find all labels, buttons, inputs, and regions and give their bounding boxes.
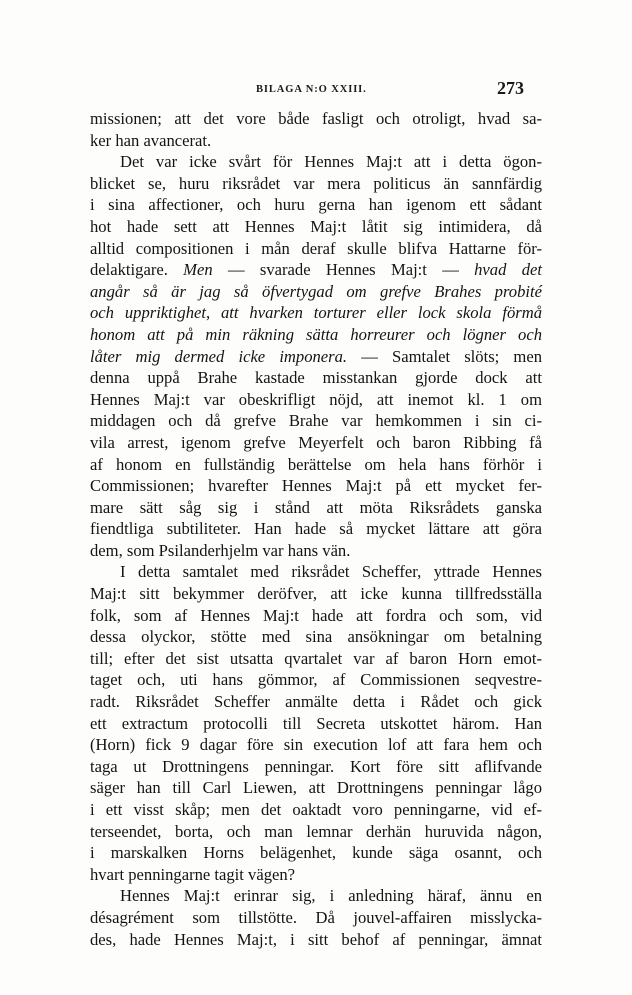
roman-text: fiendtliga subtiliteter. Han hade så mycket lättare att göra xyxy=(90,519,542,539)
page-number: 273 xyxy=(497,78,524,98)
text-line xyxy=(90,454,542,476)
roman-text: blicket se, huru riksrådet var mera politicus än sannfärdig xyxy=(90,173,542,193)
roman-text: middagen och då grefve Brahe var hemkommen i sin ci- xyxy=(90,411,542,431)
roman-text: Maj:t sitt bekymmer deröfver, att icke kunna tillfredsställa xyxy=(90,584,542,604)
text-line xyxy=(90,799,542,821)
roman-text: mare sätt såg sig i stånd att möta Riksrådets ganska xyxy=(90,497,542,517)
text-line xyxy=(90,734,542,756)
roman-text: vila arrest, igenom grefve Meyerfelt och baron Ribbing få xyxy=(90,432,542,452)
text-line xyxy=(90,432,542,454)
roman-text: dessa olyckor, stötte med sina ansökningar om betalning xyxy=(90,627,542,647)
text-line xyxy=(90,324,542,346)
italic-text: och uppriktighet, att hvarken torturer eller lock skola förmå xyxy=(90,303,542,323)
roman-text: ett extractum protocolli till Secreta utskottet härom. Han xyxy=(90,713,542,733)
text-line xyxy=(90,713,542,735)
roman-text: — svarade Hennes Maj:t — xyxy=(227,260,459,280)
roman-text: af honom en fullständig berättelse om hela hans förhör i xyxy=(90,454,542,474)
roman-text: ker han avancerat. xyxy=(90,130,212,150)
text-line xyxy=(90,583,542,605)
body-text xyxy=(90,108,542,950)
text-line xyxy=(90,540,542,562)
roman-text: hot hade sett att Hennes Maj:t låtit sig intimidera, då xyxy=(90,216,542,236)
text-line xyxy=(90,626,542,648)
text-line xyxy=(90,669,542,691)
roman-text: Hennes Maj:t var obeskrifligt nöjd, att inemot kl. 1 om xyxy=(90,389,542,409)
roman-text: missionen; att det vore både fasligt och otroligt, hvad sa- xyxy=(90,109,542,128)
roman-text: i sina affectioner, och huru gerna han igenom ett sådant xyxy=(90,195,542,215)
roman-text: Det var icke svårt för Hennes Maj:t att i detta ögon- xyxy=(120,152,542,172)
text-line xyxy=(90,302,542,324)
roman-text: terseendet, borta, och man lemnar derhän huruvida någon, xyxy=(90,821,542,841)
italic-text: låter mig dermed icke imponera. xyxy=(90,346,348,366)
text-line xyxy=(90,821,542,843)
text-line xyxy=(90,777,542,799)
roman-text: (Horn) fick 9 dagar före sin execution lof att fara hem och xyxy=(90,735,542,755)
roman-text: désagrément som tillstötte. Då jouvel-affairen misslycka- xyxy=(90,907,542,927)
roman-text: Hennes Maj:t erinrar sig, i anledning häraf, ännu en xyxy=(120,886,542,906)
italic-text: Men xyxy=(183,260,213,280)
running-head: BILAGA N:O XXIII. xyxy=(256,84,367,95)
roman-text: i marskalken Horns belägenhet, kunde säga osannt, och xyxy=(90,843,542,863)
roman-text: radt. Riksrådet Scheffer anmälte detta i Rådet och gick xyxy=(90,692,542,712)
roman-text: taget och, uti hans gömmor, af Commissionen seqvestre- xyxy=(90,670,542,690)
text-line xyxy=(90,281,542,303)
roman-text: delaktigare. xyxy=(90,260,168,280)
italic-text: hvad det xyxy=(474,260,542,280)
roman-text: säger han till Carl Liewen, att Drottningens penningar lågo xyxy=(90,778,542,798)
roman-text: taga ut Drottningens penningar. Kort före sitt aflifvande xyxy=(90,756,542,776)
text-line xyxy=(90,238,542,260)
text-line xyxy=(90,497,542,519)
roman-text: Commissionen; hvarefter Hennes Maj:t på ett mycket fer- xyxy=(90,476,542,496)
italic-text: honom att på min räkning sätta horreurer och lögner och xyxy=(90,324,542,344)
text-line xyxy=(90,130,542,152)
text-line xyxy=(90,346,542,368)
text-line xyxy=(90,216,542,238)
text-line xyxy=(90,756,542,778)
text-line xyxy=(90,259,542,281)
text-line xyxy=(90,367,542,389)
roman-text: — Samtalet slöts; men xyxy=(361,346,542,366)
roman-text: till; efter det sist utsatta qvartalet var af baron Horn emot- xyxy=(90,648,542,668)
text-line xyxy=(90,108,542,130)
roman-text: des, hade Hennes Maj:t, i sitt behof af penningar, ämnat xyxy=(90,929,542,949)
page-header xyxy=(90,78,542,102)
roman-text: denna uppå Brahe kastade misstankan gjorde dock att xyxy=(90,368,542,388)
roman-text: I detta samtalet med riksrådet Scheffer, yttrade Hennes xyxy=(120,562,542,582)
text-line xyxy=(90,885,542,907)
text-line xyxy=(90,410,542,432)
roman-text: folk, som af Hennes Maj:t hade att fordra och som, vid xyxy=(90,605,542,625)
text-line xyxy=(90,605,542,627)
text-line xyxy=(90,518,542,540)
italic-text: angår så är jag så öfvertygad om grefve Brahes probité xyxy=(90,281,542,301)
text-line xyxy=(90,691,542,713)
text-line xyxy=(90,151,542,173)
text-line xyxy=(90,475,542,497)
text-line xyxy=(90,929,542,951)
text-line xyxy=(90,194,542,216)
text-line xyxy=(90,648,542,670)
text-line xyxy=(90,173,542,195)
roman-text: i ett visst skåp; men det oaktadt voro penningarne, vid ef- xyxy=(90,800,542,819)
text-line xyxy=(90,389,542,411)
text-line xyxy=(90,561,542,583)
text-line xyxy=(90,842,542,864)
text-line xyxy=(90,864,542,886)
text-line xyxy=(90,907,542,929)
roman-text: dem, som Psilanderhjelm var hans vän. xyxy=(90,540,351,560)
roman-text: alltid compositionen i mån deraf skulle blifva Hattarne för- xyxy=(90,238,542,258)
roman-text: hvart penningarne tagit vägen? xyxy=(90,864,296,884)
